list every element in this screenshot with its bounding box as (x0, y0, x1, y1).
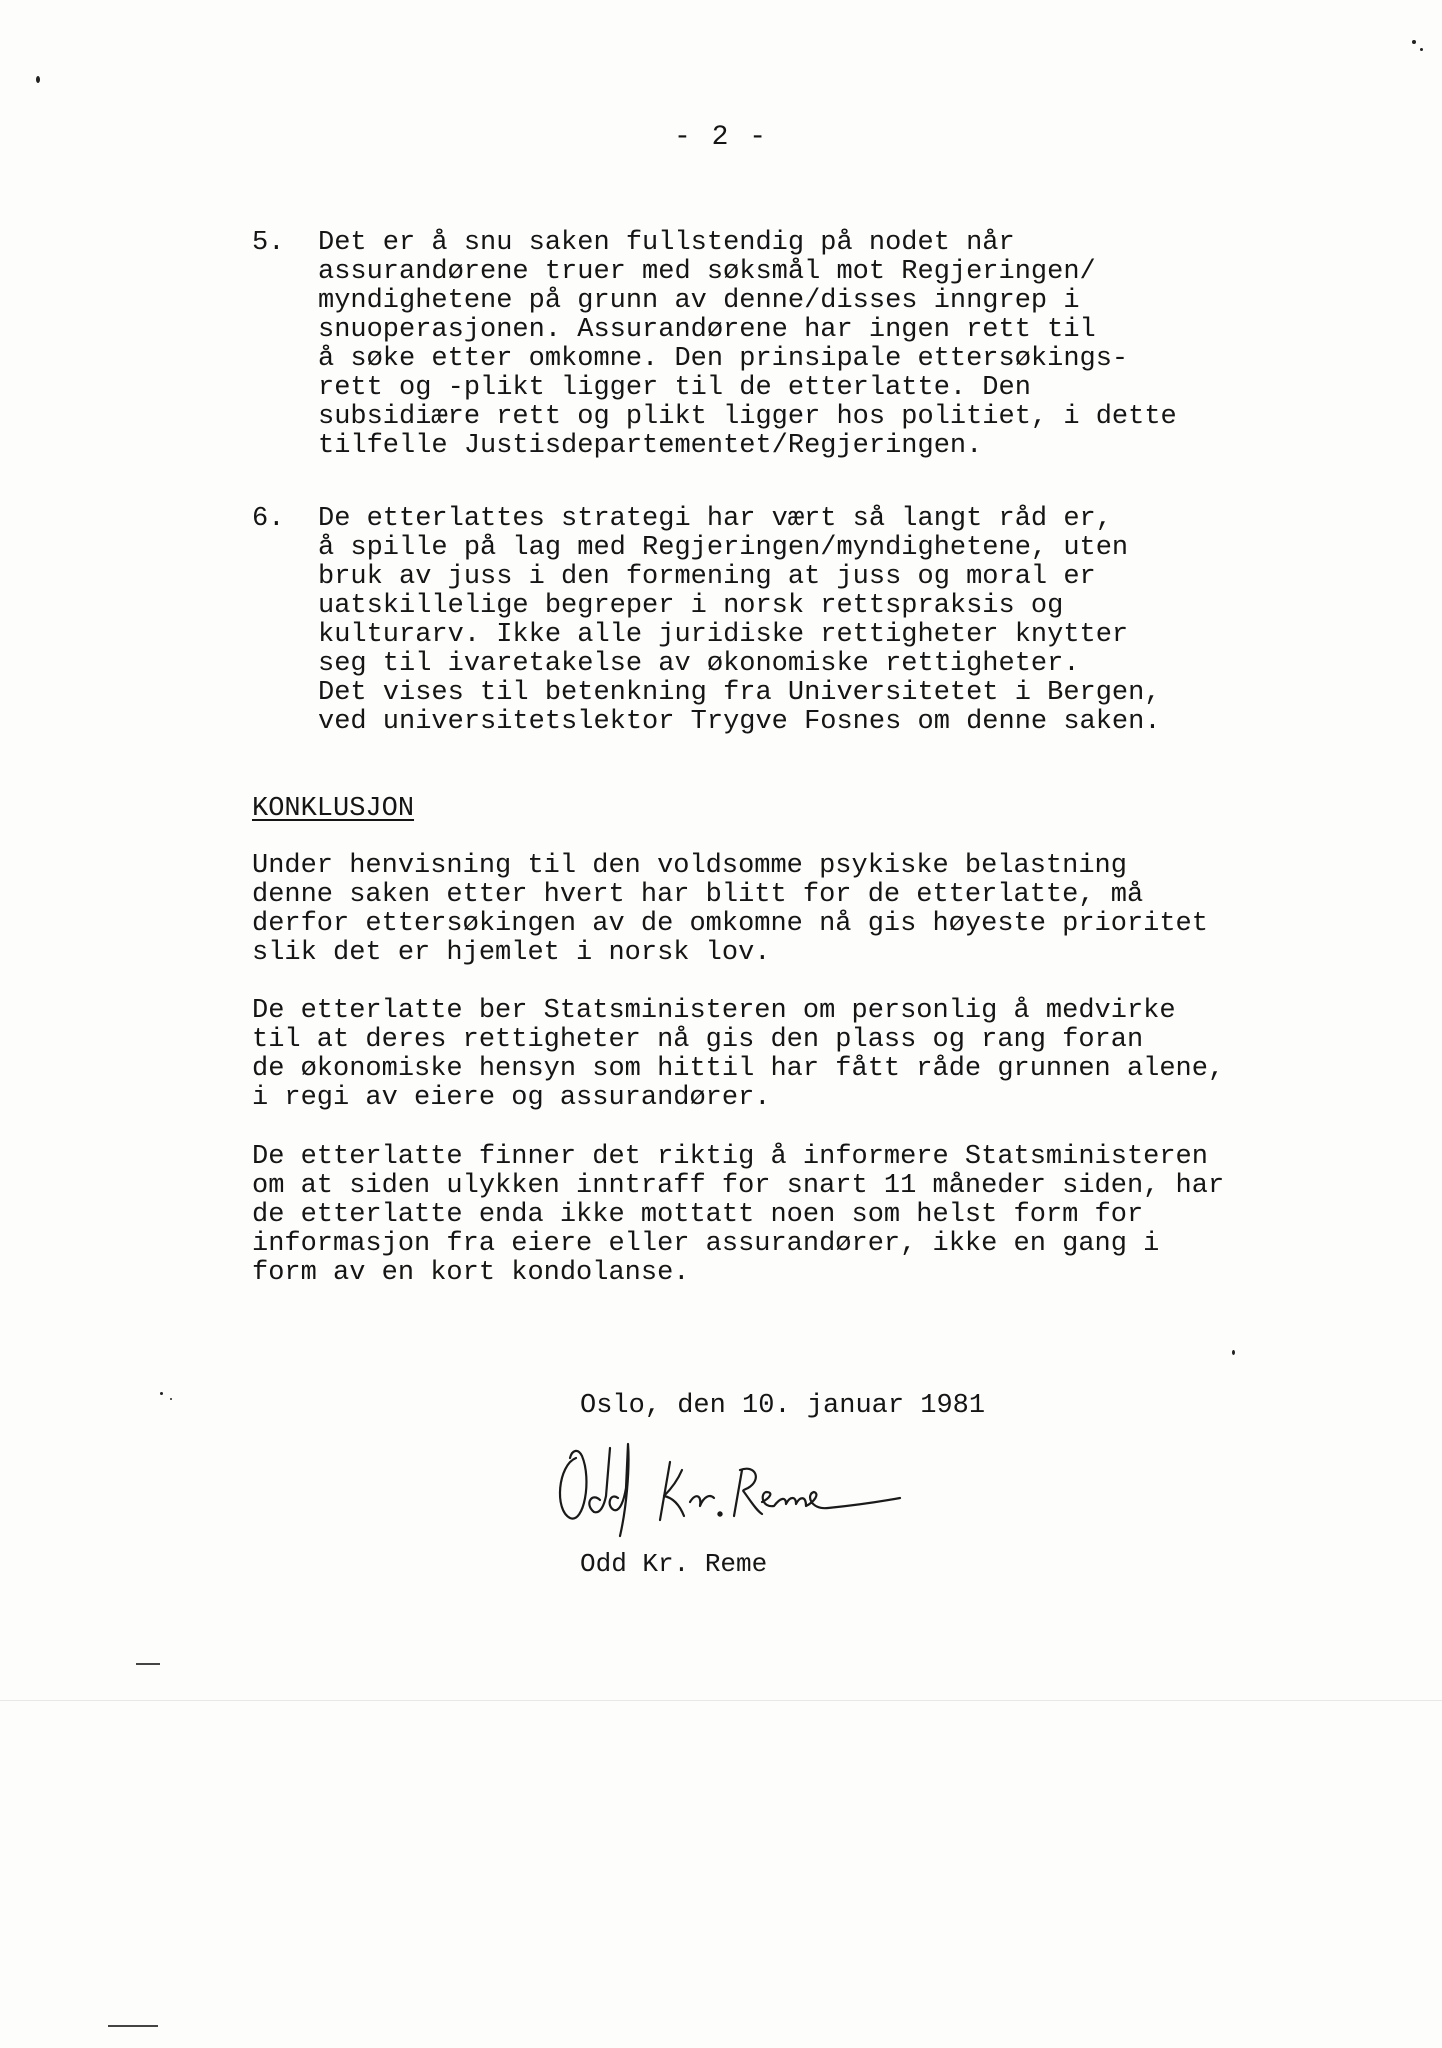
handwritten-signature (548, 1440, 918, 1540)
dateline: Oslo, den 10. januar 1981 (580, 1391, 986, 1421)
scan-speck (1232, 1350, 1235, 1355)
conclusion-paragraph-2: De etterlatte ber Statsministeren om personlig å medvirke til at deres rettigheter nå gis den plass og rang foran de økonomiske hensyn som hittil har fått råde grunnen alene, i regi av eiere og assurandører. (252, 996, 1225, 1113)
section-heading: KONKLUSJON (252, 794, 415, 824)
signer-name: Odd Kr. Reme (580, 1549, 768, 1579)
item-text: De etterlattes strategi har vært så langt råd er, å spille på lag med Regjeringen/myndighetene, uten bruk av juss i den formening at juss og moral er uatskillelige begreper i norsk rettspraksis og kulturarv. Ikke alle juridiske rettigheter knytter seg til ivaretakelse av økonomiske rettigheter. Det vises til betenkning fra Universitetet i Bergen, ved universitetslektor Trygve Fosnes om denne saken. (318, 504, 1161, 737)
page-number: - 2 - (673, 122, 768, 153)
conclusion-paragraph-3: De etterlatte finner det riktig å informere Statsministeren om at siden ulykken inntraff for snart 11 måneder siden, har de etterlatte enda ikke mottatt noen som helst form for informasjon fra eiere eller assurandører, ikke en gang i form av en kort kondolanse. (252, 1142, 1225, 1288)
item-number: 5. (252, 228, 285, 258)
item-text: Det er å snu saken fullstendig på nodet når assurandørene truer med søksmål mot Regjeringen/ myndighetene på grunn av denne/disses inngrep i snuoperasjonen. Assurandørene har ingen rett til å søke etter omkomne. Den prinsipale ettersøkings- rett og -plikt ligger til de etterlatte. Den subsidiære rett og plikt ligger hos politiet, i dette tilfelle Justisdepartementet/Regjeringen. (318, 228, 1177, 461)
conclusion-paragraph-1: Under henvisning til den voldsomme psykiske belastning denne saken etter hvert har blitt for de etterlatte, må derfor ettersøkingen av de omkomne nå gis høyeste prioritet slik det er hjemlet i norsk lov. (252, 851, 1208, 968)
scan-speck (160, 1392, 163, 1395)
scan-fold-line (0, 1700, 1442, 1701)
scan-speck (1412, 40, 1416, 44)
scan-speck (36, 76, 40, 83)
scan-speck (170, 1398, 172, 1400)
scan-mark (108, 2025, 158, 2027)
scan-mark (136, 1663, 160, 1665)
item-number: 6. (252, 504, 285, 534)
list-item-5 (252, 229, 1292, 461)
list-item-6 (252, 505, 1292, 737)
scan-speck (1420, 48, 1423, 51)
